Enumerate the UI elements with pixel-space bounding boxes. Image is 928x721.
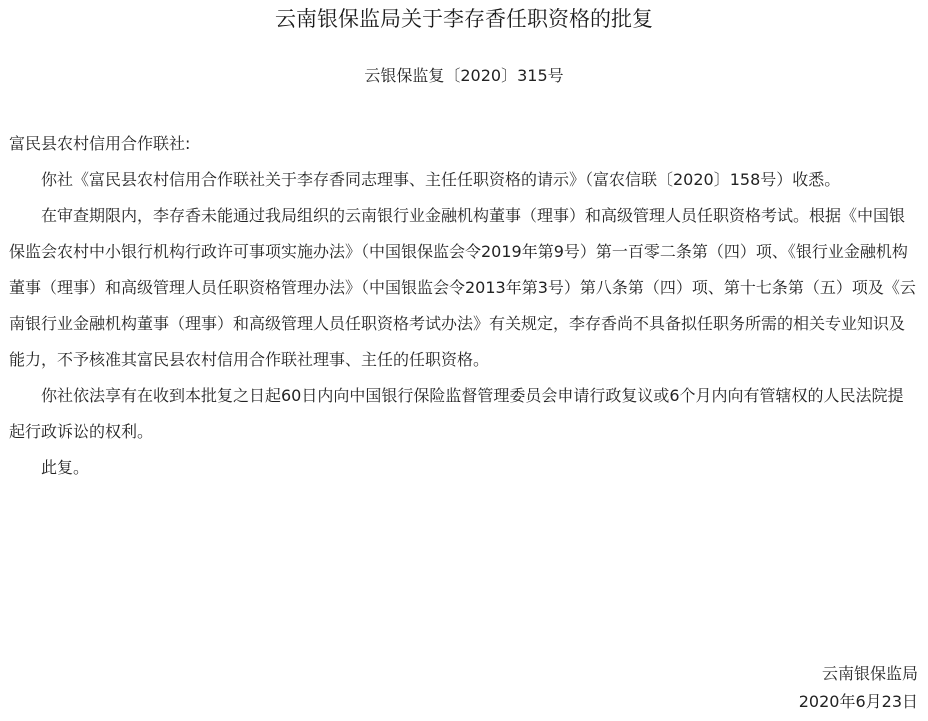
document-title: 云南银保监局关于李存香任职资格的批复 <box>275 7 653 31</box>
signature-organization: 云南银保监局 <box>821 664 918 683</box>
document-body <box>9 126 919 486</box>
paragraph-closing: 此复。 <box>41 458 90 477</box>
document-number: 云银保监复〔2020〕315号 <box>364 66 564 85</box>
signature-date: 2020年6月23日 <box>798 692 918 711</box>
paragraph-appeal-rights: 你社依法享有在收到本批复之日起60日内向中国银行保险监督管理委员会申请行政复议或6个月内向有管辖权的人民法院提起行政诉讼的权利。 <box>9 386 904 441</box>
paragraph-decision: 在审查期限内，李存香未能通过我局组织的云南银行业金融机构董事（理事）和高级管理人员任职资格考试。根据《中国银保监会农村中小银行机构行政许可事项实施办法》（中国银保监会令2019年第9号）第一百零二条第（四）项、《银行业金融机构董事（理事）和高级管理人员任职资格管理办法》（中国银监会令2013年第3号）第八条第（四）项、第十七条第（五）项及《云南银行业金融机构董事（理事）和高级管理人员任职资格考试办法》有关规定，李存香尚不具备拟任职务所需的相关专业知识及能力，不予核准其富民县农村信用合作联社理事、主任的任职资格。 <box>9 206 916 369</box>
paragraph-request-received: 你社《富民县农村信用合作联社关于李存香同志理事、主任任职资格的请示》（富农信联〔2020〕158号）收悉。 <box>41 170 841 189</box>
addressee: 富民县农村信用合作联社: <box>9 134 191 153</box>
